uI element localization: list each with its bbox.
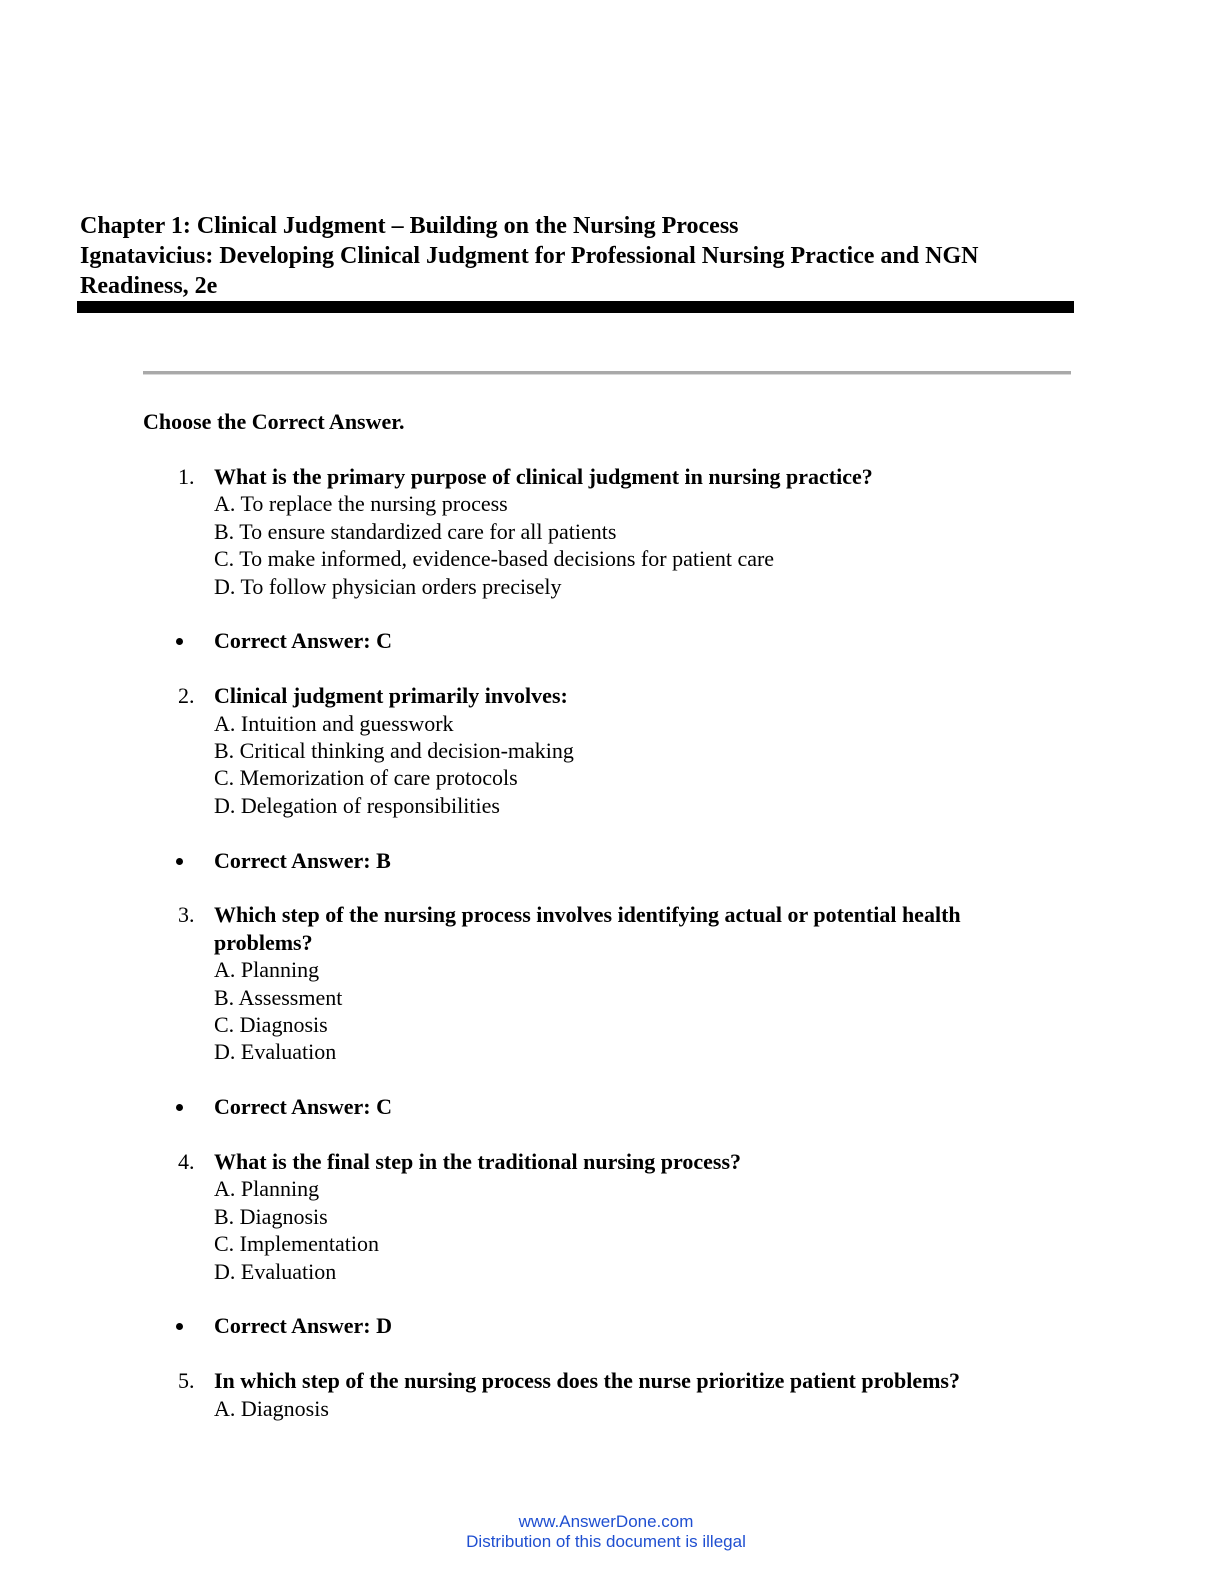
option-a: A. Intuition and guesswork: [214, 710, 454, 736]
option-d: D. Evaluation: [214, 1258, 337, 1284]
option-d: D. To follow physician orders precisely: [214, 573, 562, 599]
question-number: 4.: [178, 1149, 195, 1175]
correct-answer-row: [0, 1312, 1224, 1339]
book-title: Ignatavicius: Developing Clinical Judgment for Professional Nursing Practice and NGN: [80, 243, 979, 269]
instruction-heading: Choose the Correct Answer.: [143, 409, 405, 434]
bullet-icon: [176, 1323, 183, 1330]
bullet-icon: [176, 858, 183, 865]
correct-answer-row: [0, 1093, 1224, 1120]
page-footer: [0, 1512, 1212, 1552]
question-text: In which step of the nursing process does the nurse prioritize patient problems?: [214, 1368, 960, 1394]
option-c: C. Memorization of care protocols: [214, 765, 518, 791]
correct-answer: Correct Answer: B: [214, 847, 391, 873]
question-text: What is the primary purpose of clinical judgment in nursing practice?: [214, 464, 873, 489]
book-title-continued: Readiness, 2e: [80, 273, 218, 299]
question-body: [214, 682, 1044, 819]
question-body: [214, 901, 1044, 1065]
option-b: B. To ensure standardized care for all patients: [214, 518, 617, 544]
question-number: 1.: [178, 464, 195, 489]
header-divider: [77, 301, 1074, 313]
question-list: [0, 463, 1224, 1422]
document-header: [80, 211, 1070, 301]
question-item: [0, 682, 1224, 819]
footer-notice: Distribution of this document is illegal: [466, 1532, 746, 1551]
option-d: D. Delegation of responsibilities: [214, 792, 500, 818]
option-a: A. Planning: [214, 957, 320, 983]
correct-answer-row: [0, 847, 1224, 874]
option-d: D. Evaluation: [214, 1039, 337, 1065]
option-a: A. Diagnosis: [214, 1395, 329, 1421]
section-divider: [143, 371, 1071, 375]
question-item: [0, 901, 1224, 1065]
question-text: What is the final step in the traditional nursing process?: [214, 1149, 742, 1175]
question-body: [214, 463, 1044, 600]
option-b: B. Diagnosis: [214, 1203, 328, 1229]
correct-answer: Correct Answer: D: [214, 1313, 392, 1339]
chapter-title: Chapter 1: Clinical Judgment – Building on the Nursing Process: [80, 213, 739, 239]
correct-answer-row: [0, 627, 1224, 654]
option-a: A. To replace the nursing process: [214, 491, 508, 517]
question-item: [0, 1148, 1224, 1285]
question-item: [0, 463, 1224, 600]
option-c: C. Implementation: [214, 1231, 379, 1257]
bullet-icon: [176, 1104, 183, 1111]
question-body: [214, 1148, 1044, 1285]
option-a: A. Planning: [214, 1176, 320, 1202]
question-text: Clinical judgment primarily involves:: [214, 683, 568, 709]
option-b: B. Critical thinking and decision-making: [214, 738, 574, 764]
bullet-icon: [176, 638, 183, 645]
option-b: B. Assessment: [214, 984, 343, 1010]
option-c: C. To make informed, evidence-based decisions for patient care: [214, 546, 775, 572]
correct-answer: Correct Answer: C: [214, 1094, 392, 1120]
question-body: [214, 1367, 1044, 1422]
option-c: C. Diagnosis: [214, 1012, 328, 1038]
question-text: Which step of the nursing process involves identifying actual or potential health problems?: [214, 902, 961, 955]
question-number: 3.: [178, 902, 195, 928]
footer-website-link[interactable]: www.AnswerDone.com: [518, 1512, 694, 1531]
correct-answer: Correct Answer: C: [214, 628, 392, 654]
question-number: 2.: [178, 683, 195, 709]
question-number: 5.: [178, 1368, 195, 1394]
question-item: [0, 1367, 1224, 1422]
